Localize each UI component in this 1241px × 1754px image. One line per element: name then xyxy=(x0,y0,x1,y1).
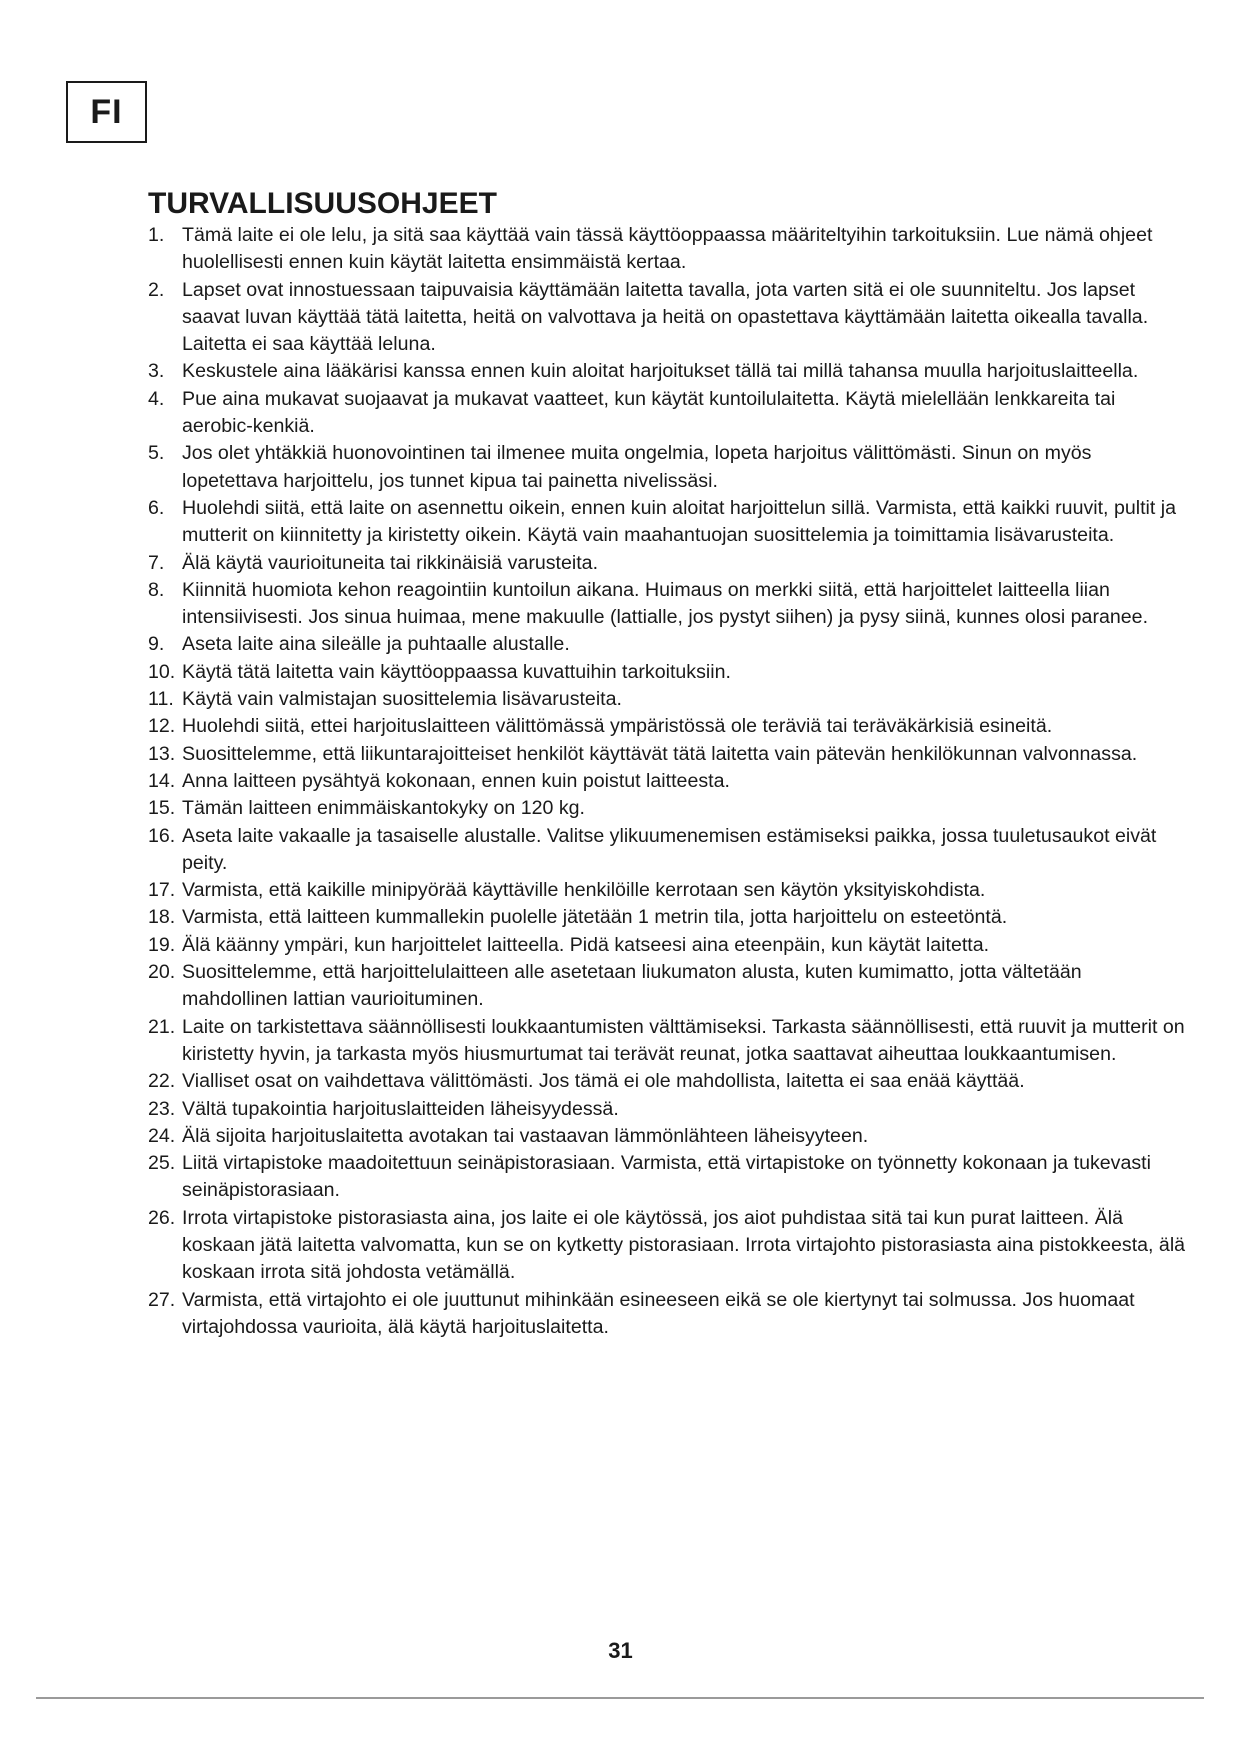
item-number: 1. xyxy=(148,224,165,246)
item-text: Jos olet yhtäkkiä huonovointinen tai ilmenee muita ongelmia, lopeta harjoitus välittömästi. Sinun on myös lopetettava harjoittelu, jos tunnet kipua tai painetta nivelissäsi. xyxy=(182,442,1092,492)
list-item xyxy=(148,550,1188,577)
item-number: 9. xyxy=(148,633,165,656)
item-text: Aseta laite aina sileälle ja puhtaalle alustalle. xyxy=(182,633,570,656)
item-number: 26. xyxy=(148,1206,176,1229)
item-text: Tämän laitteen enimmäiskantokyky on 120 kg. xyxy=(182,797,585,820)
list-item xyxy=(148,877,1188,904)
item-text: Käytä vain valmistajan suosittelemia lisävarusteita. xyxy=(182,688,622,711)
list-item xyxy=(148,495,1188,550)
list-item xyxy=(148,686,1188,713)
item-text: Lapset ovat innostuessaan taipuvaisia käyttämään laitetta tavalla, jota varten sitä ei ole suunniteltu. Jos lapset saavat luvan käyttää tätä laitetta, heitä on valvottava ja heitä on opastettava käyttämään laitetta oikealla tavalla. Laitetta ei saa käyttää leluna. xyxy=(182,278,1149,356)
list-item xyxy=(148,631,1188,658)
item-number: 15. xyxy=(148,797,176,820)
item-text: Älä käytä vaurioituneita tai rikkinäisiä varusteita. xyxy=(182,551,599,574)
list-item xyxy=(148,713,1188,740)
item-number: 2. xyxy=(148,278,165,301)
footer-divider xyxy=(36,1697,1204,1699)
page-title: TURVALLISUUSOHJEET xyxy=(148,187,497,220)
item-text: Varmista, että kaikille minipyörää käyttäville henkilöille kerrotaan sen käytön yksityiskohdista. xyxy=(182,879,986,902)
item-number: 18. xyxy=(148,906,176,929)
item-text: Vialliset osat on vaihdettava välittömästi. Jos tämä ei ole mahdollista, laitetta ei saa enää käyttää. xyxy=(182,1070,1025,1093)
item-text: Varmista, että laitteen kummallekin puolelle jätetään 1 metrin tila, jotta harjoittelu on esteetöntä. xyxy=(182,906,1008,929)
item-number: 16. xyxy=(148,824,176,847)
item-number: 3. xyxy=(148,360,165,383)
item-number: 8. xyxy=(148,578,165,601)
item-text: Älä sijoita harjoituslaitetta avotakan tai vastaavan lämmönlähteen läheisyyteen. xyxy=(182,1124,869,1147)
list-item xyxy=(148,222,1188,277)
item-text: Laite on tarkistettava säännöllisesti loukkaantumisten välttämiseksi. Tarkasta säännöllisesti, että ruuvit ja mutterit on kiristetty hyvin, ja tarkasta myös hiusmurtumat tai terävät reunat, jotka saattavat aiheuttaa loukkaantumisen. xyxy=(182,1015,1185,1065)
item-text: Liitä virtapistoke maadoitettuun seinäpistorasiaan. Varmista, että virtapistoke on työnnetty kokonaan ja tukevasti seinäpistorasiaan. xyxy=(182,1152,1151,1202)
list-item xyxy=(148,1014,1188,1069)
item-number: 14. xyxy=(148,769,176,792)
item-text: Kiinnitä huomiota kehon reagointiin kuntoilun aikana. Huimaus on merkki siitä, että harjoittelet laitteella liian intensiivisesti. Jos sinua huimaa, mene makuulle (lattialle, jos pystyt siihen) ja pysy siinä, kunnes olosi paranee. xyxy=(182,578,1149,629)
item-number: 22. xyxy=(148,1070,176,1093)
item-number: 10. xyxy=(148,660,176,683)
item-text: Vältä tupakointia harjoituslaitteiden läheisyydessä. xyxy=(182,1097,619,1120)
item-text: Keskustele aina lääkärisi kanssa ennen kuin aloitat harjoitukset tällä tai millä tahansa muulla harjoituslaitteella. xyxy=(182,360,1139,383)
item-number: 13. xyxy=(148,742,176,765)
item-number: 17. xyxy=(148,879,176,902)
item-text: Tämä laite ei ole lelu, ja sitä saa käyttää vain tässä käyttöoppaassa määriteltyihin tarkoituksiin. Lue nämä ohjeet huolellisesti ennen kuin käytät laitetta ensimmäistä kertaa. xyxy=(182,224,1153,274)
item-text: Anna laitteen pysähtyä kokonaan, ennen kuin poistut laitteesta. xyxy=(182,769,730,792)
list-item xyxy=(148,741,1188,768)
list-item xyxy=(148,386,1188,441)
list-item xyxy=(148,1068,1188,1095)
item-number: 23. xyxy=(148,1097,176,1120)
item-number: 19. xyxy=(148,933,176,956)
item-text: Älä käänny ympäri, kun harjoittelet laitteella. Pidä katseesi aina eteenpäin, kun käytät laitetta. xyxy=(182,933,990,956)
list-item xyxy=(148,959,1188,1014)
item-number: 7. xyxy=(148,551,165,574)
list-item xyxy=(148,659,1188,686)
item-number: 5. xyxy=(148,442,165,465)
list-item xyxy=(148,904,1188,931)
item-number: 25. xyxy=(148,1152,176,1175)
list-item xyxy=(148,358,1188,385)
item-number: 24. xyxy=(148,1124,176,1147)
item-text: Huolehdi siitä, ettei harjoituslaitteen välittömässä ympäristössä ole teräviä tai teräväkärkisiä esineitä. xyxy=(182,715,1053,738)
item-number: 20. xyxy=(148,961,176,984)
list-item xyxy=(148,1096,1188,1123)
item-number: 6. xyxy=(148,496,165,519)
item-number: 12. xyxy=(148,715,176,738)
list-item xyxy=(148,440,1188,495)
page-number: 31 xyxy=(608,1638,633,1663)
item-number: 21. xyxy=(148,1015,176,1038)
list-item xyxy=(148,1287,1188,1342)
list-item xyxy=(148,768,1188,795)
item-text: Aseta laite vakaalle ja tasaiselle alustalle. Valitse ylikuumenemisen estämiseksi paikka, jossa tuuletusaukot eivät peity. xyxy=(182,824,1157,874)
item-text: Pue aina mukavat suojaavat ja mukavat vaatteet, kun käytät kuntoilulaitetta. Käytä mielellään lenkkareita tai aerobic-kenkiä. xyxy=(182,387,1116,438)
item-number: 11. xyxy=(148,688,174,711)
list-item xyxy=(148,1150,1188,1205)
language-label: FI xyxy=(66,81,147,143)
item-text: Suosittelemme, että harjoittelulaitteen alle asetetaan liukumaton alusta, kuten kumimatto, jotta vältetään mahdollinen lattian vaurioituminen. xyxy=(182,961,1082,1011)
item-text: Huolehdi siitä, että laite on asennettu oikein, ennen kuin aloitat harjoittelun sillä. Varmista, että kaikki ruuvit, pultit ja mutterit on kiinnitetty ja kiristetty oikein. Käytä vain maahantuojan suosittelemia ja toimittamia lisävarusteita. xyxy=(182,496,1177,547)
list-item xyxy=(148,932,1188,959)
list-item xyxy=(148,823,1188,878)
list-item xyxy=(148,277,1188,359)
item-text: Irrota virtapistoke pistorasiasta aina, jos laite ei ole käytössä, jos aiot puhdistaa sitä tai kun purat laitteen. Älä koskaan jätä laitetta valvomatta, kun se on kytketty pistorasiaan. Irrota virtajohto pistorasiasta aina pistokkeesta, älä koskaan irrota sitä johdosta vetämällä. xyxy=(182,1206,1186,1284)
item-text: Käytä tätä laitetta vain käyttöoppaassa kuvattuihin tarkoituksiin. xyxy=(182,660,731,683)
list-item xyxy=(148,795,1188,822)
safety-instructions-list xyxy=(148,222,1188,1341)
item-number: 27. xyxy=(148,1288,176,1311)
list-item xyxy=(148,1123,1188,1150)
item-text: Varmista, että virtajohto ei ole juuttunut mihinkään esineeseen eikä se ole kiertynyt tai solmussa. Jos huomaat virtajohdossa vaurioita, älä käytä harjoituslaitetta. xyxy=(182,1288,1135,1338)
list-item xyxy=(148,577,1188,632)
item-number: 4. xyxy=(148,387,165,410)
list-item xyxy=(148,1205,1188,1287)
item-text: Suosittelemme, että liikuntarajoitteiset henkilöt käyttävät tätä laitetta vain pätevän henkilökunnan valvonnassa. xyxy=(182,742,1138,765)
